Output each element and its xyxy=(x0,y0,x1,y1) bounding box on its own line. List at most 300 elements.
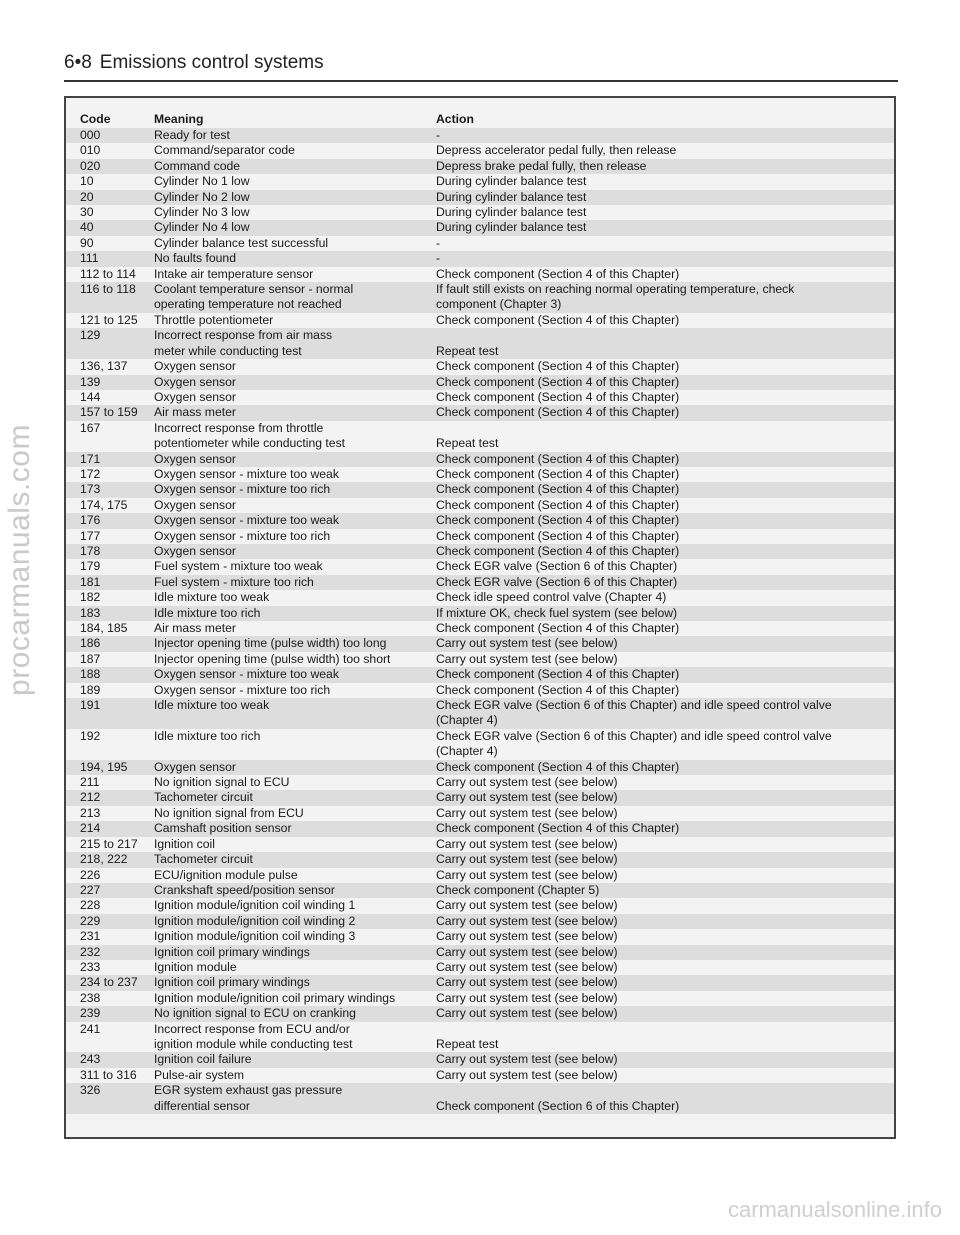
table-row xyxy=(66,405,894,420)
meaning-text: Ignition module/ignition coil winding 2 xyxy=(154,913,356,928)
code-cell xyxy=(66,328,154,359)
meaning-text: Ignition module xyxy=(154,959,237,974)
meaning-text: Cylinder No 4 low xyxy=(154,220,250,235)
action-cell xyxy=(436,405,894,420)
code-text: 179 xyxy=(80,559,101,574)
meaning-cell xyxy=(154,1083,436,1114)
action-text: Check component (Section 4 of this Chapter) xyxy=(436,682,680,697)
code-text: 184, 185 xyxy=(80,621,128,635)
meaning-cell xyxy=(154,914,436,929)
table-row xyxy=(66,1083,894,1114)
action-text: During cylinder balance test xyxy=(436,189,587,204)
action-cell xyxy=(436,883,894,898)
table-row xyxy=(66,729,894,760)
action-text xyxy=(436,1083,864,1098)
code-text: 241 xyxy=(80,1021,101,1036)
meaning-cell xyxy=(154,128,436,143)
meaning-text: Tachometer circuit xyxy=(154,852,253,867)
meaning-cell xyxy=(154,282,436,313)
code-text: 116 to 118 xyxy=(80,282,136,297)
action-text: Check component (Section 4 of this Chapter) xyxy=(436,821,680,836)
action-cell xyxy=(436,390,894,405)
code-text: 40 xyxy=(80,220,94,235)
action-cell xyxy=(436,498,894,513)
meaning-text: potentiometer while conducting test xyxy=(154,436,346,451)
code-cell xyxy=(66,498,154,513)
table-row xyxy=(66,914,894,929)
code-cell xyxy=(66,159,154,174)
code-text: 176 xyxy=(80,513,101,528)
table-row xyxy=(66,775,894,790)
action-text: Carry out system test (see below) xyxy=(436,636,618,651)
action-cell xyxy=(436,205,894,220)
meaning-text: operating temperature not reached xyxy=(154,297,342,312)
table-row xyxy=(66,452,894,467)
meaning-cell xyxy=(154,544,436,559)
fault-code-table xyxy=(66,112,894,1114)
meaning-cell xyxy=(154,868,436,883)
meaning-text: No ignition signal to ECU on cranking xyxy=(154,1006,356,1021)
action-text: During cylinder balance test xyxy=(436,220,587,235)
code-text: 10 xyxy=(80,174,94,189)
code-cell xyxy=(66,143,154,158)
action-text: During cylinder balance test xyxy=(436,174,587,189)
action-cell xyxy=(436,606,894,621)
code-text: 20 xyxy=(80,189,94,204)
table-row xyxy=(66,929,894,944)
meaning-cell xyxy=(154,513,436,528)
table-row xyxy=(66,698,894,729)
action-text: (Chapter 4) xyxy=(436,713,498,728)
meaning-cell xyxy=(154,945,436,960)
table-row xyxy=(66,313,894,328)
meaning-text: Air mass meter xyxy=(154,621,236,635)
meaning-text: Intake air temperature sensor xyxy=(154,266,314,281)
meaning-text: Oxygen sensor xyxy=(154,497,236,512)
meaning-cell xyxy=(154,174,436,189)
table-row xyxy=(66,991,894,1006)
code-text: 000 xyxy=(80,128,101,142)
table-row xyxy=(66,559,894,574)
meaning-text: Tachometer circuit xyxy=(154,790,253,805)
action-cell xyxy=(436,698,894,729)
code-text: 177 xyxy=(80,528,101,543)
action-text: Carry out system test (see below) xyxy=(436,975,618,990)
meaning-cell xyxy=(154,960,436,975)
meaning-cell xyxy=(154,621,436,636)
meaning-cell xyxy=(154,313,436,328)
code-text: 167 xyxy=(80,420,101,435)
page-number: 6•8 xyxy=(64,52,92,73)
action-text: Repeat test xyxy=(436,343,499,358)
code-cell xyxy=(66,606,154,621)
meaning-text: Ignition module/ignition coil winding 1 xyxy=(154,898,356,913)
table-row xyxy=(66,898,894,913)
meaning-cell xyxy=(154,390,436,405)
code-cell xyxy=(66,883,154,898)
meaning-text: Idle mixture too rich xyxy=(154,605,261,620)
code-text: 227 xyxy=(80,882,101,897)
meaning-cell xyxy=(154,467,436,482)
code-cell xyxy=(66,621,154,636)
code-cell xyxy=(66,729,154,760)
meaning-cell xyxy=(154,328,436,359)
action-cell xyxy=(436,960,894,975)
table-row xyxy=(66,143,894,158)
meaning-cell xyxy=(154,821,436,836)
meaning-text: Oxygen sensor - mixture too weak xyxy=(154,513,339,528)
meaning-text: Ignition coil primary windings xyxy=(154,975,310,990)
table-row xyxy=(66,606,894,621)
code-text: 182 xyxy=(80,590,101,605)
action-cell xyxy=(436,452,894,467)
meaning-text: Oxygen sensor - mixture too rich xyxy=(154,482,331,497)
action-text: Carry out system test (see below) xyxy=(436,898,618,913)
code-cell xyxy=(66,960,154,975)
code-cell xyxy=(66,174,154,189)
action-text: component (Chapter 3) xyxy=(436,297,562,312)
meaning-cell xyxy=(154,683,436,698)
action-text xyxy=(436,421,864,436)
action-text: Depress brake pedal fully, then release xyxy=(436,158,647,173)
code-text: 183 xyxy=(80,605,101,620)
code-text: 232 xyxy=(80,944,101,959)
table-row xyxy=(66,652,894,667)
meaning-cell xyxy=(154,775,436,790)
action-cell xyxy=(436,143,894,158)
meaning-cell xyxy=(154,375,436,390)
action-text: Carry out system test (see below) xyxy=(436,852,618,867)
action-cell xyxy=(436,868,894,883)
code-cell xyxy=(66,868,154,883)
action-cell xyxy=(436,991,894,1006)
table-body xyxy=(66,128,894,1114)
action-text: - xyxy=(436,128,441,142)
code-cell xyxy=(66,467,154,482)
code-text: 187 xyxy=(80,651,101,666)
code-cell xyxy=(66,775,154,790)
action-cell xyxy=(436,467,894,482)
code-cell xyxy=(66,220,154,235)
meaning-cell xyxy=(154,482,436,497)
code-text: 211 xyxy=(80,775,100,790)
action-text: Carry out system test (see below) xyxy=(436,867,618,882)
action-text: Carry out system test (see below) xyxy=(436,1006,618,1021)
meaning-cell xyxy=(154,529,436,544)
meaning-text: Oxygen sensor - mixture too rich xyxy=(154,682,331,697)
table-row xyxy=(66,883,894,898)
meaning-cell xyxy=(154,251,436,266)
action-text: During cylinder balance test xyxy=(436,205,587,220)
meaning-text: Cylinder No 3 low xyxy=(154,205,250,220)
meaning-cell xyxy=(154,559,436,574)
table-row xyxy=(66,328,894,359)
action-cell xyxy=(436,513,894,528)
action-cell xyxy=(436,328,894,359)
table-row xyxy=(66,760,894,775)
table-row xyxy=(66,390,894,405)
meaning-text: No ignition signal from ECU xyxy=(154,805,304,820)
action-text: If fault still exists on reaching normal operating temperature, check xyxy=(436,282,795,297)
meaning-cell xyxy=(154,883,436,898)
table-row xyxy=(66,205,894,220)
meaning-cell xyxy=(154,452,436,467)
table-row xyxy=(66,375,894,390)
action-cell xyxy=(436,174,894,189)
table-row xyxy=(66,945,894,960)
code-text: 171 xyxy=(80,451,101,466)
code-cell xyxy=(66,529,154,544)
page-title: Emissions control systems xyxy=(99,52,324,73)
action-cell xyxy=(436,575,894,590)
action-text: Check component (Section 4 of this Chapter) xyxy=(436,389,680,404)
action-text: Check component (Section 4 of this Chapter) xyxy=(436,266,680,281)
code-cell xyxy=(66,945,154,960)
meaning-text: No faults found xyxy=(154,251,236,266)
meaning-text: Ready for test xyxy=(154,128,230,142)
table-row xyxy=(66,590,894,605)
code-text: 173 xyxy=(80,482,101,497)
meaning-cell xyxy=(154,898,436,913)
code-cell xyxy=(66,652,154,667)
code-cell xyxy=(66,1006,154,1021)
code-text: 157 to 159 xyxy=(80,405,138,420)
meaning-cell xyxy=(154,267,436,282)
meaning-text: Cylinder balance test successful xyxy=(154,235,329,250)
table-row xyxy=(66,467,894,482)
meaning-text: differential sensor xyxy=(154,1098,250,1113)
table-row xyxy=(66,636,894,651)
meaning-text: Oxygen sensor - mixture too rich xyxy=(154,528,331,543)
meaning-text: Oxygen sensor xyxy=(154,374,236,389)
code-cell xyxy=(66,790,154,805)
code-text: 181 xyxy=(80,574,101,589)
table-row xyxy=(66,667,894,682)
meaning-cell xyxy=(154,852,436,867)
action-cell xyxy=(436,1006,894,1021)
action-text: Check component (Section 4 of this Chapter) xyxy=(436,759,680,774)
code-cell xyxy=(66,914,154,929)
page-header xyxy=(64,52,324,74)
meaning-text: Fuel system - mixture too weak xyxy=(154,559,323,574)
action-cell xyxy=(436,282,894,313)
table-row xyxy=(66,852,894,867)
meaning-text: Cylinder No 1 low xyxy=(154,174,250,189)
action-cell xyxy=(436,837,894,852)
action-text: Check component (Section 4 of this Chapter) xyxy=(436,543,680,558)
meaning-text: Oxygen sensor - mixture too weak xyxy=(154,466,339,481)
meaning-cell xyxy=(154,1068,436,1083)
meaning-text: Ignition module/ignition coil primary windings xyxy=(154,990,396,1005)
meaning-cell xyxy=(154,190,436,205)
action-text: Carry out system test (see below) xyxy=(436,775,618,790)
code-cell xyxy=(66,760,154,775)
table-row xyxy=(66,236,894,251)
code-cell xyxy=(66,405,154,420)
table-row xyxy=(66,1022,894,1053)
code-text: 020 xyxy=(80,158,101,173)
meaning-cell xyxy=(154,698,436,729)
action-text: Carry out system test (see below) xyxy=(436,836,618,851)
table-row xyxy=(66,529,894,544)
action-cell xyxy=(436,898,894,913)
code-cell xyxy=(66,1052,154,1067)
action-cell xyxy=(436,652,894,667)
action-text: Carry out system test (see below) xyxy=(436,959,618,974)
action-text xyxy=(436,328,864,343)
action-text: Carry out system test (see below) xyxy=(436,1067,618,1082)
action-cell xyxy=(436,375,894,390)
meaning-cell xyxy=(154,405,436,420)
code-text: 228 xyxy=(80,898,101,913)
meaning-cell xyxy=(154,1022,436,1053)
action-cell xyxy=(436,929,894,944)
code-cell xyxy=(66,559,154,574)
meaning-cell xyxy=(154,359,436,374)
meaning-text: Injector opening time (pulse width) too short xyxy=(154,651,391,666)
meaning-cell xyxy=(154,760,436,775)
code-text: 112 to 114 xyxy=(80,266,136,281)
code-text: 311 to 316 xyxy=(80,1067,137,1082)
meaning-text: Coolant temperature sensor - normal xyxy=(154,282,354,297)
code-text: 90 xyxy=(80,235,94,250)
code-cell xyxy=(66,806,154,821)
code-cell xyxy=(66,590,154,605)
code-text: 111 xyxy=(80,251,99,266)
meaning-cell xyxy=(154,837,436,852)
code-cell xyxy=(66,375,154,390)
code-text: 229 xyxy=(80,913,101,928)
action-cell xyxy=(436,852,894,867)
code-text: 238 xyxy=(80,990,101,1005)
table-row xyxy=(66,975,894,990)
code-cell xyxy=(66,359,154,374)
code-cell xyxy=(66,236,154,251)
code-cell xyxy=(66,821,154,836)
code-text: 010 xyxy=(80,143,101,158)
code-text: 129 xyxy=(80,328,101,343)
code-cell xyxy=(66,636,154,651)
code-cell xyxy=(66,251,154,266)
meaning-text: Incorrect response from ECU and/or xyxy=(154,1021,350,1036)
code-text: 212 xyxy=(80,790,101,805)
meaning-text: Ignition coil xyxy=(154,836,215,851)
meaning-cell xyxy=(154,606,436,621)
code-cell xyxy=(66,1083,154,1114)
meaning-text: meter while conducting test xyxy=(154,343,302,358)
meaning-text: Crankshaft speed/position sensor xyxy=(154,882,335,897)
meaning-text: ECU/ignition module pulse xyxy=(154,867,298,882)
code-text: 218, 222 xyxy=(80,852,128,867)
code-text: 231 xyxy=(80,929,101,944)
meaning-cell xyxy=(154,991,436,1006)
action-cell xyxy=(436,790,894,805)
code-text: 191 xyxy=(80,698,101,713)
footer-watermark: carmanualsonline.info xyxy=(727,1197,942,1222)
meaning-text: Injector opening time (pulse width) too long xyxy=(154,636,387,651)
meaning-text: EGR system exhaust gas pressure xyxy=(154,1083,343,1098)
code-cell xyxy=(66,929,154,944)
meaning-text: Throttle potentiometer xyxy=(154,312,274,327)
table-row xyxy=(66,1006,894,1021)
meaning-text: Ignition module/ignition coil winding 3 xyxy=(154,929,356,944)
meaning-text: Ignition coil failure xyxy=(154,1052,252,1067)
meaning-text: Camshaft position sensor xyxy=(154,821,292,836)
meaning-cell xyxy=(154,143,436,158)
action-text: Check component (Section 4 of this Chapter) xyxy=(436,451,680,466)
meaning-text: Idle mixture too weak xyxy=(154,698,270,713)
code-text: 243 xyxy=(80,1052,101,1067)
meaning-text: Oxygen sensor xyxy=(154,543,236,558)
meaning-text: Ignition coil primary windings xyxy=(154,944,310,959)
code-text: 192 xyxy=(80,728,101,743)
table-row xyxy=(66,544,894,559)
action-cell xyxy=(436,482,894,497)
code-cell xyxy=(66,390,154,405)
table-row xyxy=(66,1052,894,1067)
action-cell xyxy=(436,636,894,651)
table-row xyxy=(66,821,894,836)
meaning-cell xyxy=(154,636,436,651)
meaning-cell xyxy=(154,1006,436,1021)
table-row xyxy=(66,174,894,189)
action-cell xyxy=(436,729,894,760)
code-text: 233 xyxy=(80,959,101,974)
meaning-text: Air mass meter xyxy=(154,405,236,420)
action-cell xyxy=(436,806,894,821)
meaning-cell xyxy=(154,159,436,174)
action-cell xyxy=(436,945,894,960)
table-row xyxy=(66,683,894,698)
action-cell xyxy=(436,683,894,698)
action-text: Check component (Section 4 of this Chapter) xyxy=(436,513,680,528)
action-cell xyxy=(436,667,894,682)
action-cell xyxy=(436,159,894,174)
action-cell xyxy=(436,359,894,374)
action-text: Check component (Section 4 of this Chapter) xyxy=(436,359,680,374)
action-cell xyxy=(436,1022,894,1053)
action-cell xyxy=(436,1083,894,1114)
action-text: Check EGR valve (Section 6 of this Chapter) xyxy=(436,559,678,574)
action-text: Carry out system test (see below) xyxy=(436,1052,618,1067)
column-header-action: Action xyxy=(436,112,474,127)
meaning-text: Fuel system - mixture too rich xyxy=(154,574,314,589)
action-text: Check component (Section 4 of this Chapter) xyxy=(436,405,680,420)
action-cell xyxy=(436,251,894,266)
action-text: Check component (Section 4 of this Chapter) xyxy=(436,528,680,543)
meaning-text: Oxygen sensor xyxy=(154,389,236,404)
action-text: Carry out system test (see below) xyxy=(436,944,618,959)
meaning-text: Idle mixture too weak xyxy=(154,590,270,605)
code-cell xyxy=(66,852,154,867)
code-text: 213 xyxy=(80,805,101,820)
meaning-text: Oxygen sensor xyxy=(154,451,236,466)
code-cell xyxy=(66,1068,154,1083)
table-row xyxy=(66,621,894,636)
code-text: 178 xyxy=(80,543,101,558)
code-cell xyxy=(66,698,154,729)
meaning-cell xyxy=(154,220,436,235)
action-cell xyxy=(436,775,894,790)
code-text: 186 xyxy=(80,636,101,651)
action-text: - xyxy=(436,235,441,250)
meaning-text: Cylinder No 2 low xyxy=(154,189,250,204)
table-row xyxy=(66,159,894,174)
action-text: Check EGR valve (Section 6 of this Chapter) xyxy=(436,574,678,589)
action-cell xyxy=(436,529,894,544)
code-cell xyxy=(66,513,154,528)
fault-code-panel xyxy=(64,96,896,1139)
